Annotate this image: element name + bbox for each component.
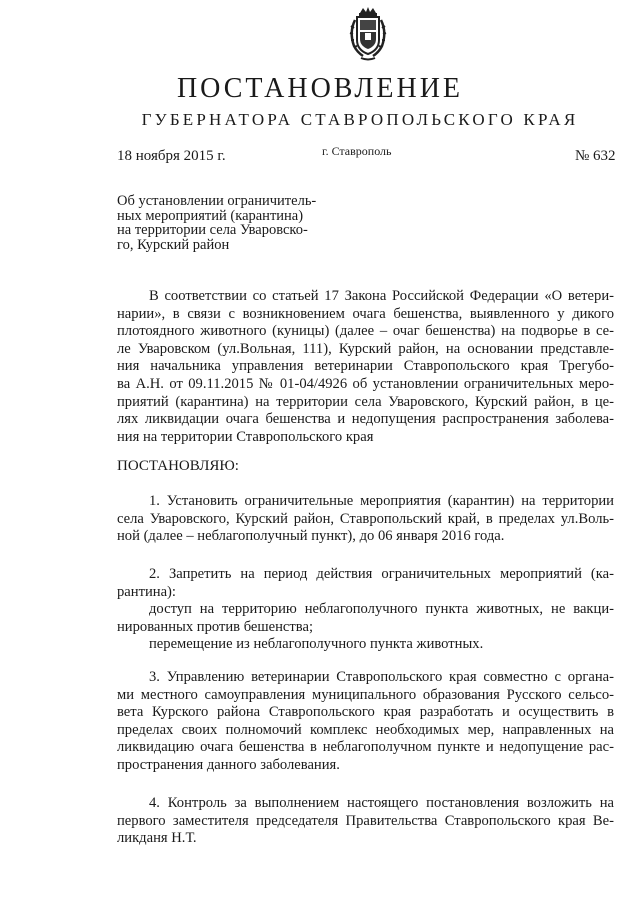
item-1-paragraph (117, 493, 614, 546)
item-3-line: вета Курского района Ставропольского края разработать и осуществить в (117, 704, 614, 721)
caption-line: Об установлении ограничитель- (117, 193, 317, 209)
document-title: ПОСТАНОВЛЕНИЕ (176, 73, 464, 104)
preamble-line: плотоядного животного (куницы) (далее – очаг бешенства) на подворье в се- (117, 323, 614, 340)
item-3-paragraph (117, 669, 614, 775)
item-4-line: 4. Контроль за выполнением настоящего постановления возложить на (149, 795, 614, 811)
item-3-line: ми местного самоуправления муниципального образования Русского сельсо- (117, 686, 614, 703)
preamble-line: приятий (карантина) на территории села Уваровского, Курский район, в це- (117, 393, 614, 410)
item-2-line: рантина): (117, 583, 176, 600)
item-1-line: ной (далее – неблагополучный пункт), до 06 января 2016 года. (117, 528, 505, 545)
preamble-line: ле Уваровском (ул.Вольная, 111), Курский район, на основании представле- (117, 340, 614, 357)
document-number: № 632 (575, 148, 616, 164)
preamble-line: лях ликвидации очага бешенства и недопущения распространения заболева- (117, 411, 614, 428)
preamble-line: нарии», в связи с возникновением очага бешенства, выявленного у дикого (117, 305, 614, 322)
document-city: г. Ставрополь (322, 144, 392, 158)
item-3-line: пространения данного заболевания. (117, 756, 340, 773)
preamble-line: ния начальника управления ветеринарии Ставропольского края Трегубо- (117, 358, 614, 375)
item-3-line: пределах своих полномочий комплекс необходимых мер, направленных на (117, 721, 614, 738)
caption-line: ных мероприятий (карантина) (117, 207, 304, 224)
document-subtitle: ГУБЕРНАТОРА СТАВРОПОЛЬСКОГО КРАЯ (141, 110, 579, 129)
item-2-paragraph (117, 566, 614, 654)
item-4-paragraph (117, 795, 614, 848)
caption-line: го, Курский район (117, 236, 230, 253)
item-2-line: 2. Запретить на период действия ограничительных мероприятий (ка- (149, 566, 614, 582)
document-date: 18 ноября 2015 г. (117, 148, 226, 164)
item-2-line: доступ на территорию неблагополучного пункта животных, не вакци- (149, 601, 614, 618)
item-2-line: перемещение из неблагополучного пункта животных. (149, 636, 484, 653)
item-4-line: ликданя Н.Т. (117, 830, 197, 847)
item-1-line: села Уваровского, Курский район, Ставропольский край, в пределах ул.Воль- (117, 510, 614, 527)
caption-line: на территории села Уваровско- (117, 222, 308, 238)
decree-heading: ПОСТАНОВЛЯЮ: (117, 458, 239, 474)
item-4-line: первого заместителя председателя Правительства Ставропольского края Ве- (117, 812, 614, 829)
item-1-line: 1. Установить ограничительные мероприятия (карантин) на территории (149, 493, 614, 509)
coat-of-arms-icon (345, 6, 391, 62)
preamble-line: В соответствии со статьей 17 Закона Российской Федерации «О ветери- (149, 288, 614, 304)
item-2-line: нированных против бешенства; (117, 618, 314, 635)
preamble-line: ва А.Н. от 09.11.2015 № 01-04/4926 об установлении ограничительных меро- (117, 375, 614, 392)
preamble-paragraph (117, 288, 614, 446)
document-caption (117, 194, 327, 252)
preamble-line: ния на территории Ставропольского края (117, 428, 374, 445)
item-3-line: 3. Управлению ветеринарии Ставропольского края совместно с органа- (149, 669, 614, 685)
item-3-line: ликвидацию очага бешенства в неблагополучном пункте и недопущение рас- (117, 739, 614, 756)
